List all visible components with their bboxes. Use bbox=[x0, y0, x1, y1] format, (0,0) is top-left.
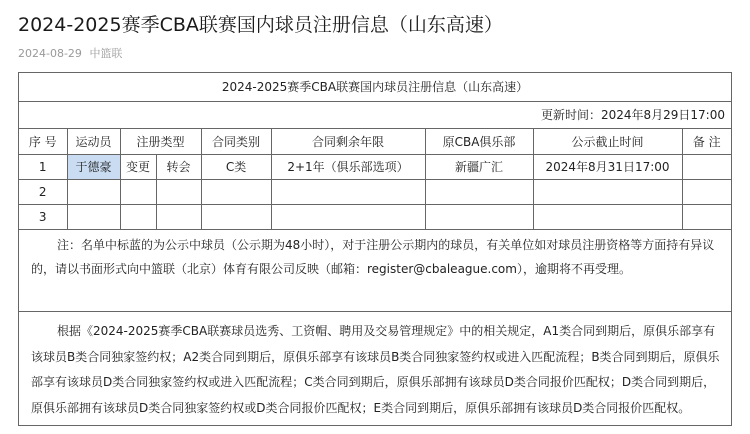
cell-remaining bbox=[271, 179, 425, 204]
article-date: 2024-08-29 bbox=[18, 47, 82, 60]
cell-remark bbox=[682, 179, 731, 204]
table-row bbox=[19, 204, 731, 229]
header-no: 序 号 bbox=[19, 129, 67, 154]
cell-reg-type-b bbox=[156, 204, 201, 229]
document-title: 2024-2025赛季CBA联赛国内球员注册信息（山东高速） bbox=[221, 80, 529, 94]
cell-contract-class bbox=[201, 179, 271, 204]
cell-remaining bbox=[271, 204, 425, 229]
update-time: 更新时间：2024年8月29日17:00 bbox=[540, 108, 725, 122]
rules-text: 根据《2024-2025赛季CBA联赛球员选秀、工资帽、聘用及交易管理规定》中的相关规定，A1类合同到期后，原俱乐部享有该球员B类合同独家签约权；A2类合同到期后，原俱乐部享有该球员B类合同独家签约权或进入匹配流程；B类合同到期后，原俱乐部享有该球员D类合同独家签约权或进入匹配流程；C类合同到期后，原俱乐部拥有该球员D类合同报价匹配权；D类合同到期后，原俱乐部拥有该球员D类合同独家签约权或D类合同报价匹配权；E类合同到期后，原俱乐部拥有该球员D类合同报价匹配权。 bbox=[31, 324, 720, 415]
article-meta bbox=[18, 45, 122, 61]
cell-remaining: 2+1年（俱乐部选项） bbox=[271, 154, 425, 179]
cell-prev-club: 新疆广汇 bbox=[425, 154, 533, 179]
header-deadline: 公示截止时间 bbox=[533, 129, 682, 154]
table-row bbox=[19, 154, 731, 179]
cell-reg-type-a bbox=[120, 204, 156, 229]
cell-deadline bbox=[533, 179, 682, 204]
header-reg-type: 注册类型 bbox=[120, 129, 201, 154]
header-remark: 备 注 bbox=[682, 129, 731, 154]
registration-document bbox=[18, 72, 732, 426]
cell-reg-type-a: 变更 bbox=[120, 154, 156, 179]
header-contract-class: 合同类别 bbox=[201, 129, 271, 154]
cell-prev-club bbox=[425, 204, 533, 229]
cell-reg-type-a bbox=[120, 179, 156, 204]
cell-no: 1 bbox=[19, 154, 67, 179]
cell-prev-club bbox=[425, 179, 533, 204]
cell-reg-type-b bbox=[156, 179, 201, 204]
cell-contract-class bbox=[201, 204, 271, 229]
cell-contract-class: C类 bbox=[201, 154, 271, 179]
cell-deadline bbox=[533, 204, 682, 229]
cell-remark bbox=[682, 154, 731, 179]
cell-deadline: 2024年8月31日17:00 bbox=[533, 154, 682, 179]
table-header-row bbox=[19, 129, 731, 154]
cell-player bbox=[67, 204, 120, 229]
divider bbox=[19, 311, 731, 312]
table-row bbox=[19, 179, 731, 204]
cell-no: 2 bbox=[19, 179, 67, 204]
article-title: 2024-2025赛季CBA联赛国内球员注册信息（山东高速） bbox=[18, 14, 503, 36]
registration-table bbox=[19, 129, 731, 230]
cell-no: 3 bbox=[19, 204, 67, 229]
notice-text: 注：名单中标蓝的为公示中球员（公示期为48小时），对于注册公示期内的球员，有关单位如对球员注册资格等方面持有异议的，请以书面形式向中篮联（北京）体育有限公司反映（邮箱：register@cbaleague.com），逾期将不再受理。 bbox=[31, 238, 715, 276]
header-remaining: 合同剩余年限 bbox=[271, 129, 425, 154]
cell-reg-type-b: 转会 bbox=[156, 154, 201, 179]
cell-remark bbox=[682, 204, 731, 229]
article-source: 中篮联 bbox=[89, 47, 123, 60]
cell-player bbox=[67, 179, 120, 204]
cell-player: 于德豪 bbox=[67, 154, 120, 179]
header-player: 运动员 bbox=[67, 129, 120, 154]
header-prev-club: 原CBA俱乐部 bbox=[425, 129, 533, 154]
